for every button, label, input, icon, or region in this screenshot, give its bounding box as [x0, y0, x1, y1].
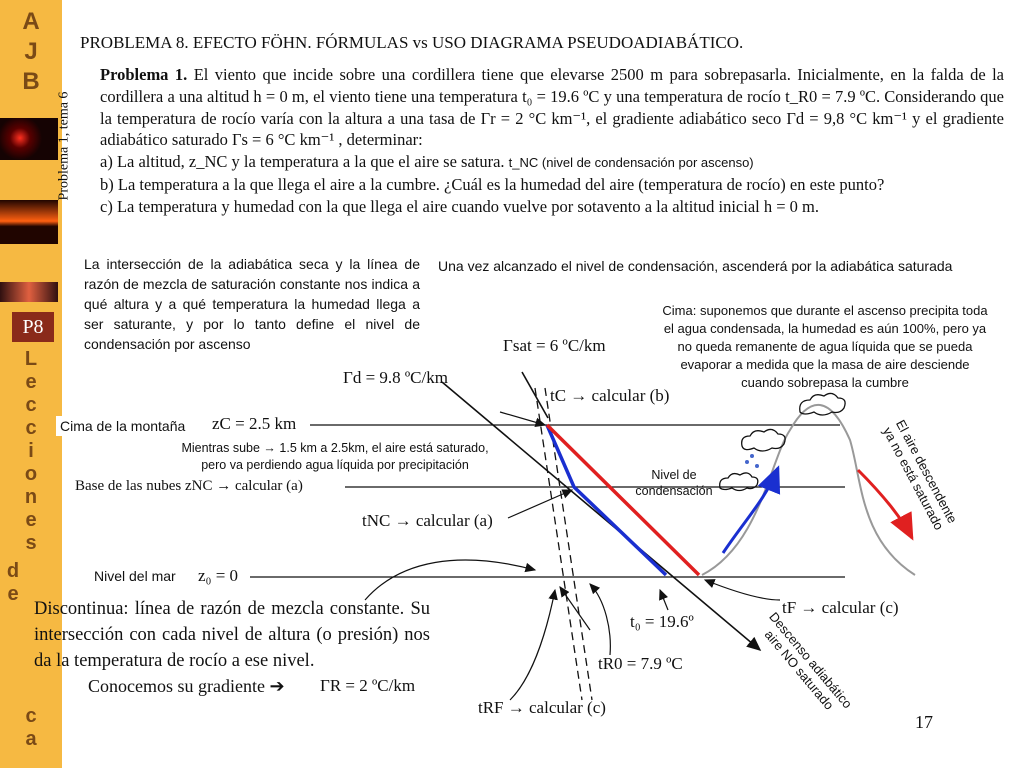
question-c: c) La temperatura y humedad con la que llega el aire cuando vuelve por sotavento a la altitud inicial h = 0 m. — [100, 196, 819, 216]
pointer-arrow — [560, 587, 590, 630]
vertical-letter: d — [6, 560, 20, 582]
question-b: b) La temperatura a la que llega el aire a la cumbre. ¿Cuál es la humedad del aire (temperatura de rocío) en este punto? — [100, 174, 885, 194]
problem-text: . Considerando que la temperatura de rocío varía con la altura a una tasa de Γr = 2 °C km⁻¹, el gradiente adiabático seco Γd = 9,8 °C km⁻¹ y el gradiente adiabático saturado Γs = 6 °C km⁻¹ , determinar: — [100, 86, 1005, 150]
note-discontinuous: Discontinua: línea de razón de mezcla constante. Su intersección con cada nivel de altura (o presión) nos da la temperatura de rocío a ese nivel. — [34, 599, 430, 671]
gamma-d-label: Γd = 9.8 ºC/km — [343, 368, 448, 387]
sea-level-label: Nivel del mar — [94, 568, 176, 584]
pointer-arrow — [705, 580, 780, 600]
tnc-label: tNC → calcular (a) — [362, 511, 493, 530]
t0-label: t₀ = 19.6º — [630, 612, 694, 631]
question-a: a) La altitud, — [100, 152, 185, 172]
vertical-letter: i — [28, 440, 34, 462]
vertical-letter: L — [24, 348, 38, 370]
page-title: PROBLEMA 8. EFECTO FÖHN. FÓRMULAS vs USO DIAGRAMA PSEUDOADIABÁTICO. — [80, 33, 744, 52]
note-summit: Cima: suponemos que durante el ascenso precipita toda el agua condensada, la humedad es aún 100%, pero ya no queda remanente de agua líquida que se pueda evaporar a medida que la masa de aire desciende cuando sobrepasa la cumbre — [662, 303, 988, 390]
znc-symbol: z_NC — [188, 152, 228, 172]
tc-label: tC → calcular (b) — [550, 386, 670, 405]
vertical-letter: c — [25, 394, 37, 416]
dry-descent-note: Descenso adiabático aire NO saturado — [761, 609, 856, 713]
rain-drop-icon — [750, 454, 754, 458]
problem-heading: Problema 1. — [100, 65, 188, 84]
t0-value: t₀ = 19.6 ºC — [522, 86, 600, 106]
condensation-level-label: Nivel de condensación — [635, 468, 713, 498]
rain-drop-icon — [755, 464, 759, 468]
problem-text: El viento que incide sobre una cordillera tiene que elevarse 2500 m para sobrepasarla. Inicialmente, en la falda de la cordillera a una altitud h = 0 m, el viento tiene una temperatura — [100, 65, 1005, 106]
pointer-arrow — [365, 560, 535, 600]
zc-label: zC = 2.5 km — [212, 414, 297, 433]
brand-letter: A — [22, 8, 40, 35]
vertical-letter: a — [25, 728, 37, 750]
descending-air-arrow — [858, 470, 912, 538]
rising-note: Mientras sube → 1.5 km a 2.5km, el aire está saturado, pero va perdiendo agua líquida por precipitación — [181, 441, 489, 472]
note-saturated-ascent: Una vez alcanzado el nivel de condensación, ascenderá por la adiabática saturada — [438, 258, 953, 274]
vertical-letter: o — [24, 463, 38, 485]
ascent-path — [547, 425, 666, 575]
gradient-label: Conocemos su gradiente ➔ — [88, 676, 285, 696]
descending-air-note: El aire descendente ya no está saturado — [879, 417, 961, 533]
brand-letter: J — [24, 38, 38, 65]
descent-path — [547, 425, 699, 575]
cloud-icon — [742, 429, 785, 451]
brand-letter: B — [22, 68, 40, 95]
cloud-base-label: Base de las nubes zNC → calcular (a) — [75, 478, 303, 494]
side-note: Problema 1, tema 6 — [56, 91, 72, 201]
gamma-sat-label: Γsat = 6 ºC/km — [503, 336, 606, 355]
tf-label: tF → calcular (c) — [782, 598, 899, 617]
gamma-r-label: ΓR = 2 ºC/km — [320, 676, 416, 695]
z0-label: z₀ = 0 — [198, 566, 239, 585]
problem-text: y una temperatura de rocío — [603, 86, 781, 106]
vertical-letter: e — [25, 371, 37, 393]
tr0-label: tR0 = 7.9 ºC — [598, 654, 683, 673]
tr0-value: t_R0 = 7.9 ºC — [785, 86, 876, 106]
rain-drop-icon — [745, 460, 749, 464]
page-number: 17 — [915, 712, 933, 732]
tnc-note: t_NC (nivel de condensación por ascenso) — [508, 155, 754, 171]
saturated-adiabat-pointer — [522, 372, 548, 418]
vertical-letter: c — [25, 417, 37, 439]
cloud-icon — [800, 393, 845, 415]
pointer-arrow — [510, 590, 555, 700]
vertical-letter: n — [24, 486, 38, 508]
vertical-letter: e — [25, 509, 37, 531]
vertical-letter: e — [7, 583, 19, 605]
pointer-arrow — [500, 412, 545, 425]
vertical-letter: s — [25, 532, 37, 554]
pointer-arrow — [590, 584, 610, 655]
summit-level-label: Cima de la montaña — [56, 416, 189, 436]
note-intersection: La intersección de la adiabática seca y la línea de razón de mezcla de saturación constante nos indica a qué altura y a qué temperatura la humedad llega a ser saturante, y por lo tanto define el nivel de condensación por ascenso — [84, 256, 420, 352]
vertical-letter: c — [25, 705, 37, 727]
question-a-cont: y la temperatura a la que el aire se satura. — [231, 152, 505, 172]
trf-label: tRF → calcular (c) — [478, 698, 606, 717]
pointer-arrow — [660, 590, 668, 610]
problem-badge[interactable]: P8 — [12, 312, 54, 342]
cloud-icon — [720, 473, 758, 491]
